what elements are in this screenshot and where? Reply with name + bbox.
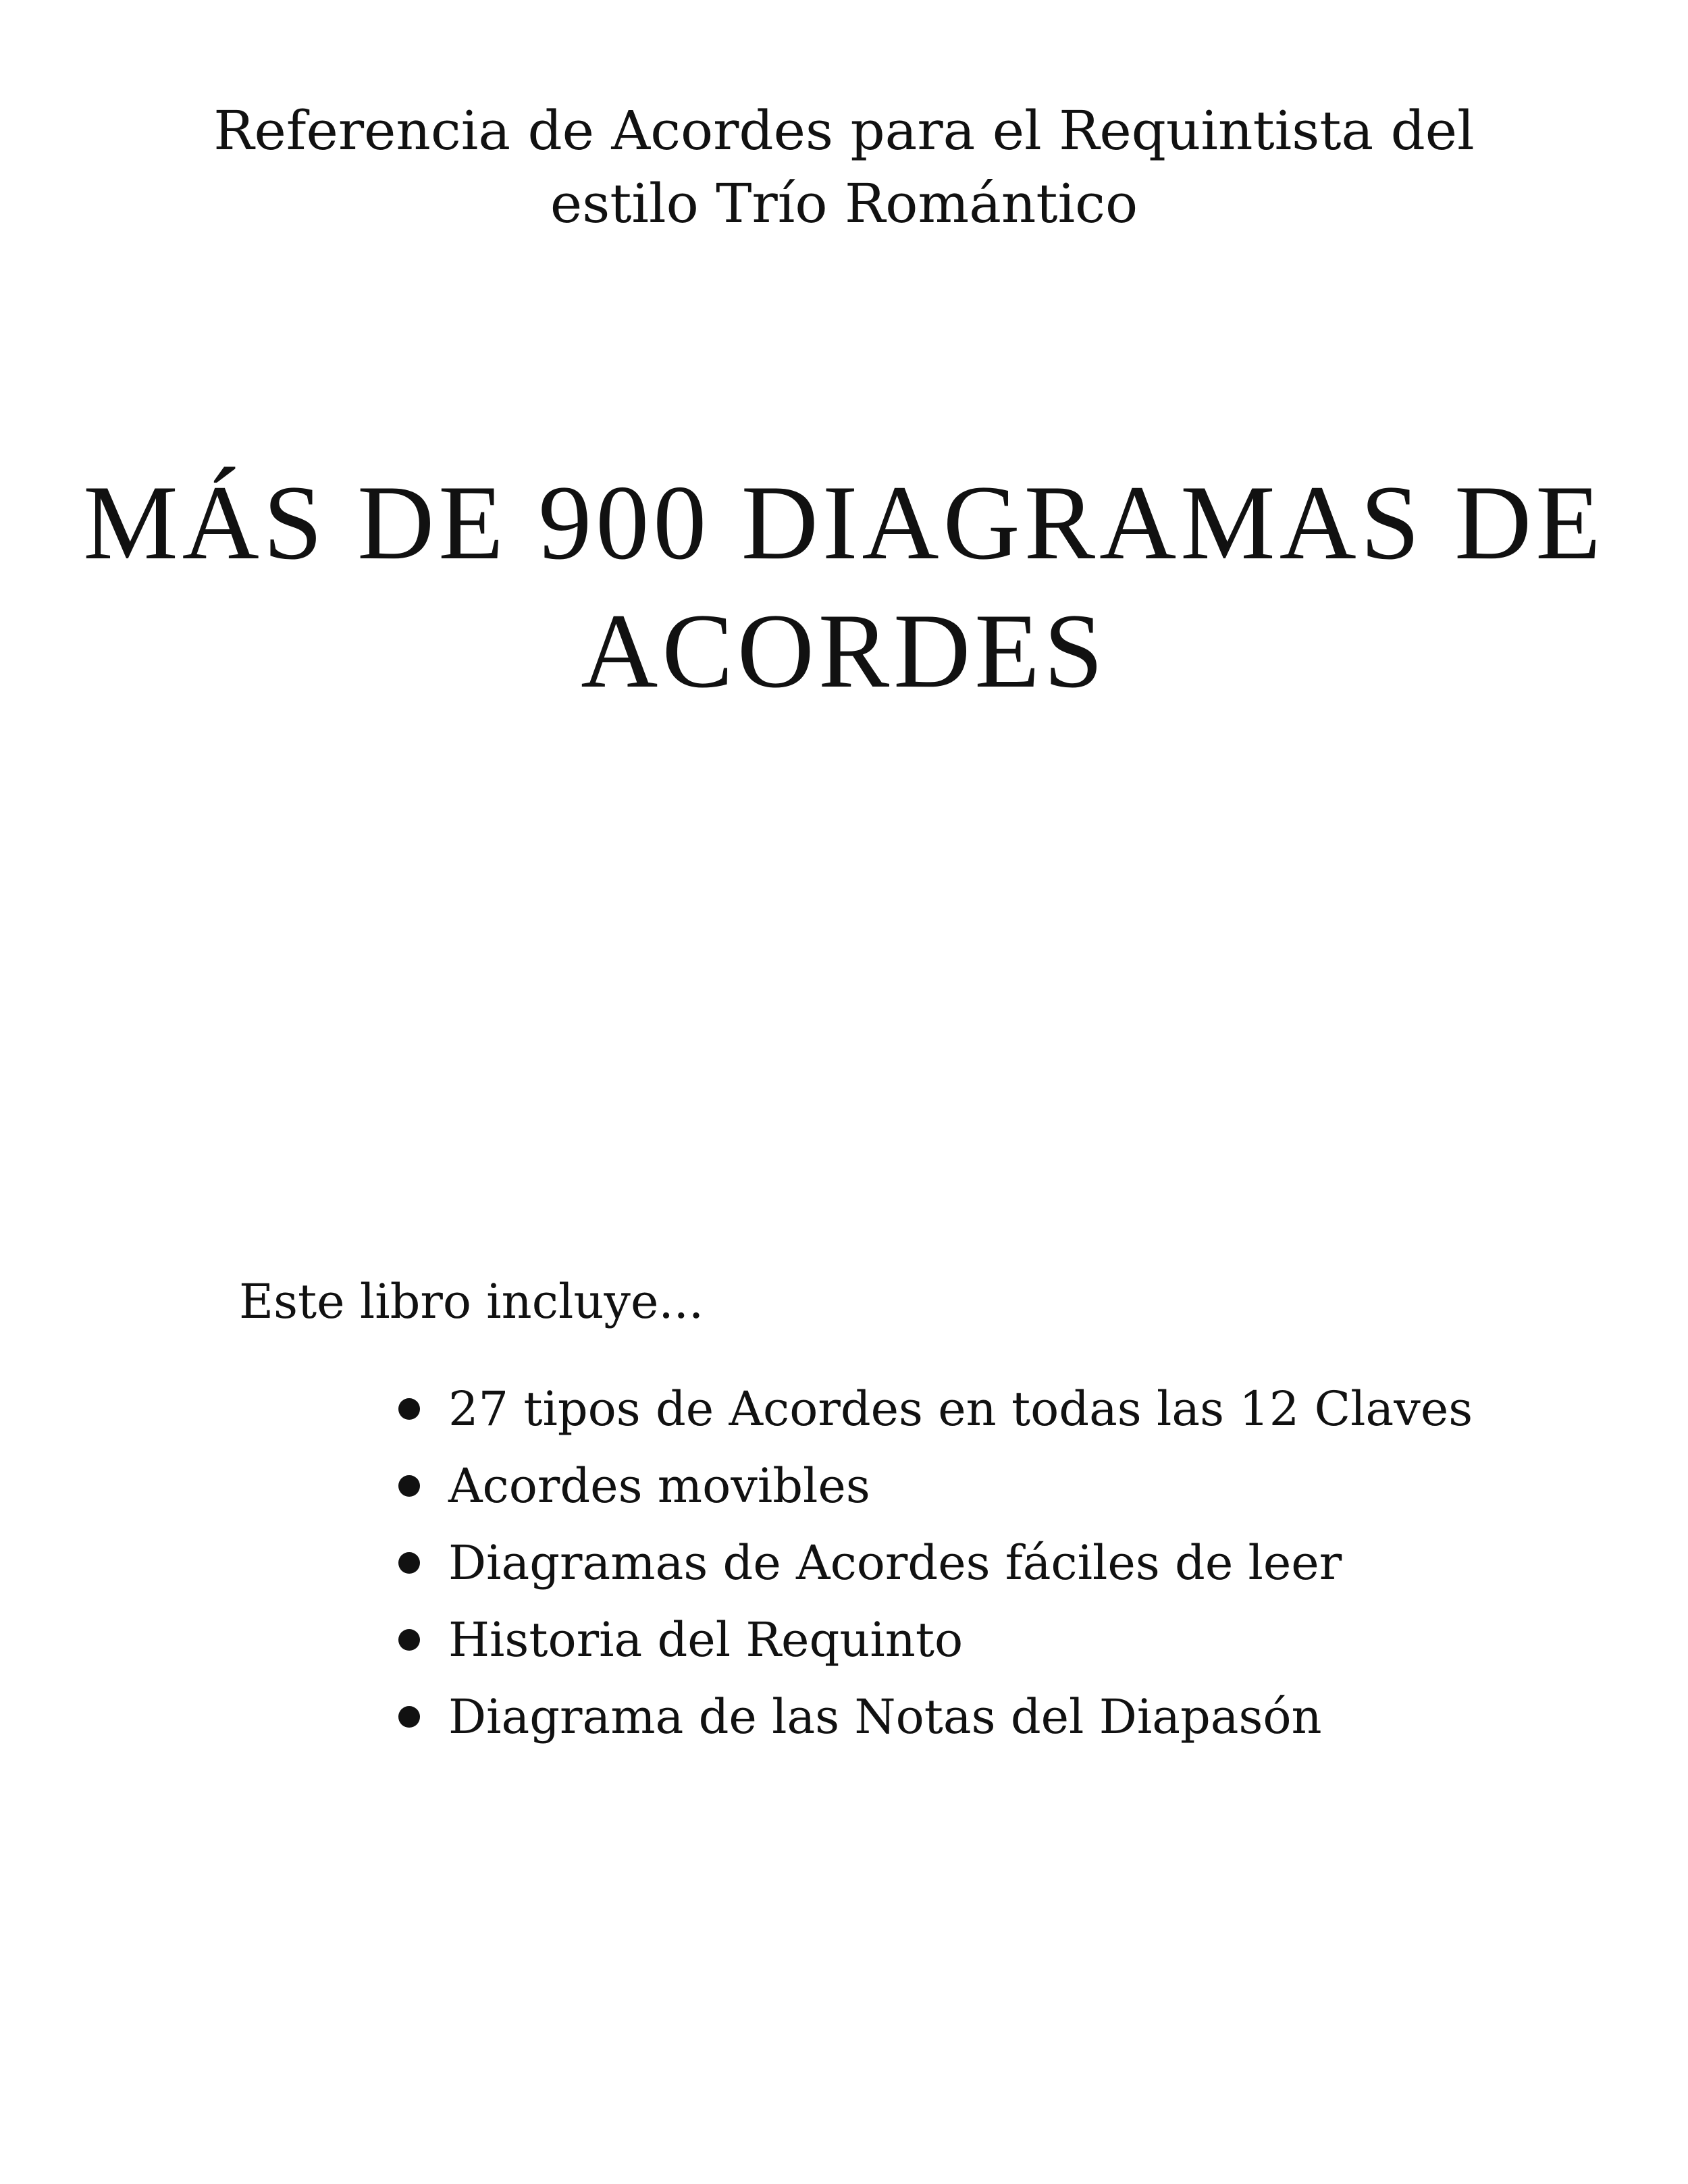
bullet-icon — [398, 1398, 420, 1420]
feature-text: Diagrama de las Notas del Diapasón — [448, 1689, 1322, 1744]
cover-main-title-line-2: ACORDES — [581, 592, 1107, 710]
feature-text: 27 tipos de Acordes en todas las 12 Claves — [448, 1381, 1473, 1437]
feature-text: Acordes movibles — [448, 1458, 870, 1514]
cover-main-title-line-1: MÁS DE 900 DIAGRAMAS DE — [83, 464, 1605, 582]
feature-item — [398, 1370, 1473, 1447]
feature-item — [398, 1524, 1473, 1601]
bullet-icon — [398, 1629, 420, 1651]
cover-subtitle-line-2: estilo Trío Romántico — [550, 172, 1138, 235]
feature-text: Historia del Requinto — [448, 1612, 964, 1668]
feature-item — [398, 1601, 1473, 1678]
feature-item — [398, 1447, 1473, 1524]
features-list — [398, 1370, 1473, 1755]
features-intro: Este libro incluye... — [239, 1274, 704, 1329]
bullet-icon — [398, 1552, 420, 1574]
feature-text: Diagramas de Acordes fáciles de leer — [448, 1535, 1342, 1591]
cover-subtitle — [0, 95, 1688, 240]
cover-main-title — [0, 459, 1688, 716]
bullet-icon — [398, 1475, 420, 1497]
cover-subtitle-line-1: Referencia de Acordes para el Requintista del — [213, 99, 1475, 162]
feature-item — [398, 1678, 1473, 1755]
bullet-icon — [398, 1706, 420, 1728]
